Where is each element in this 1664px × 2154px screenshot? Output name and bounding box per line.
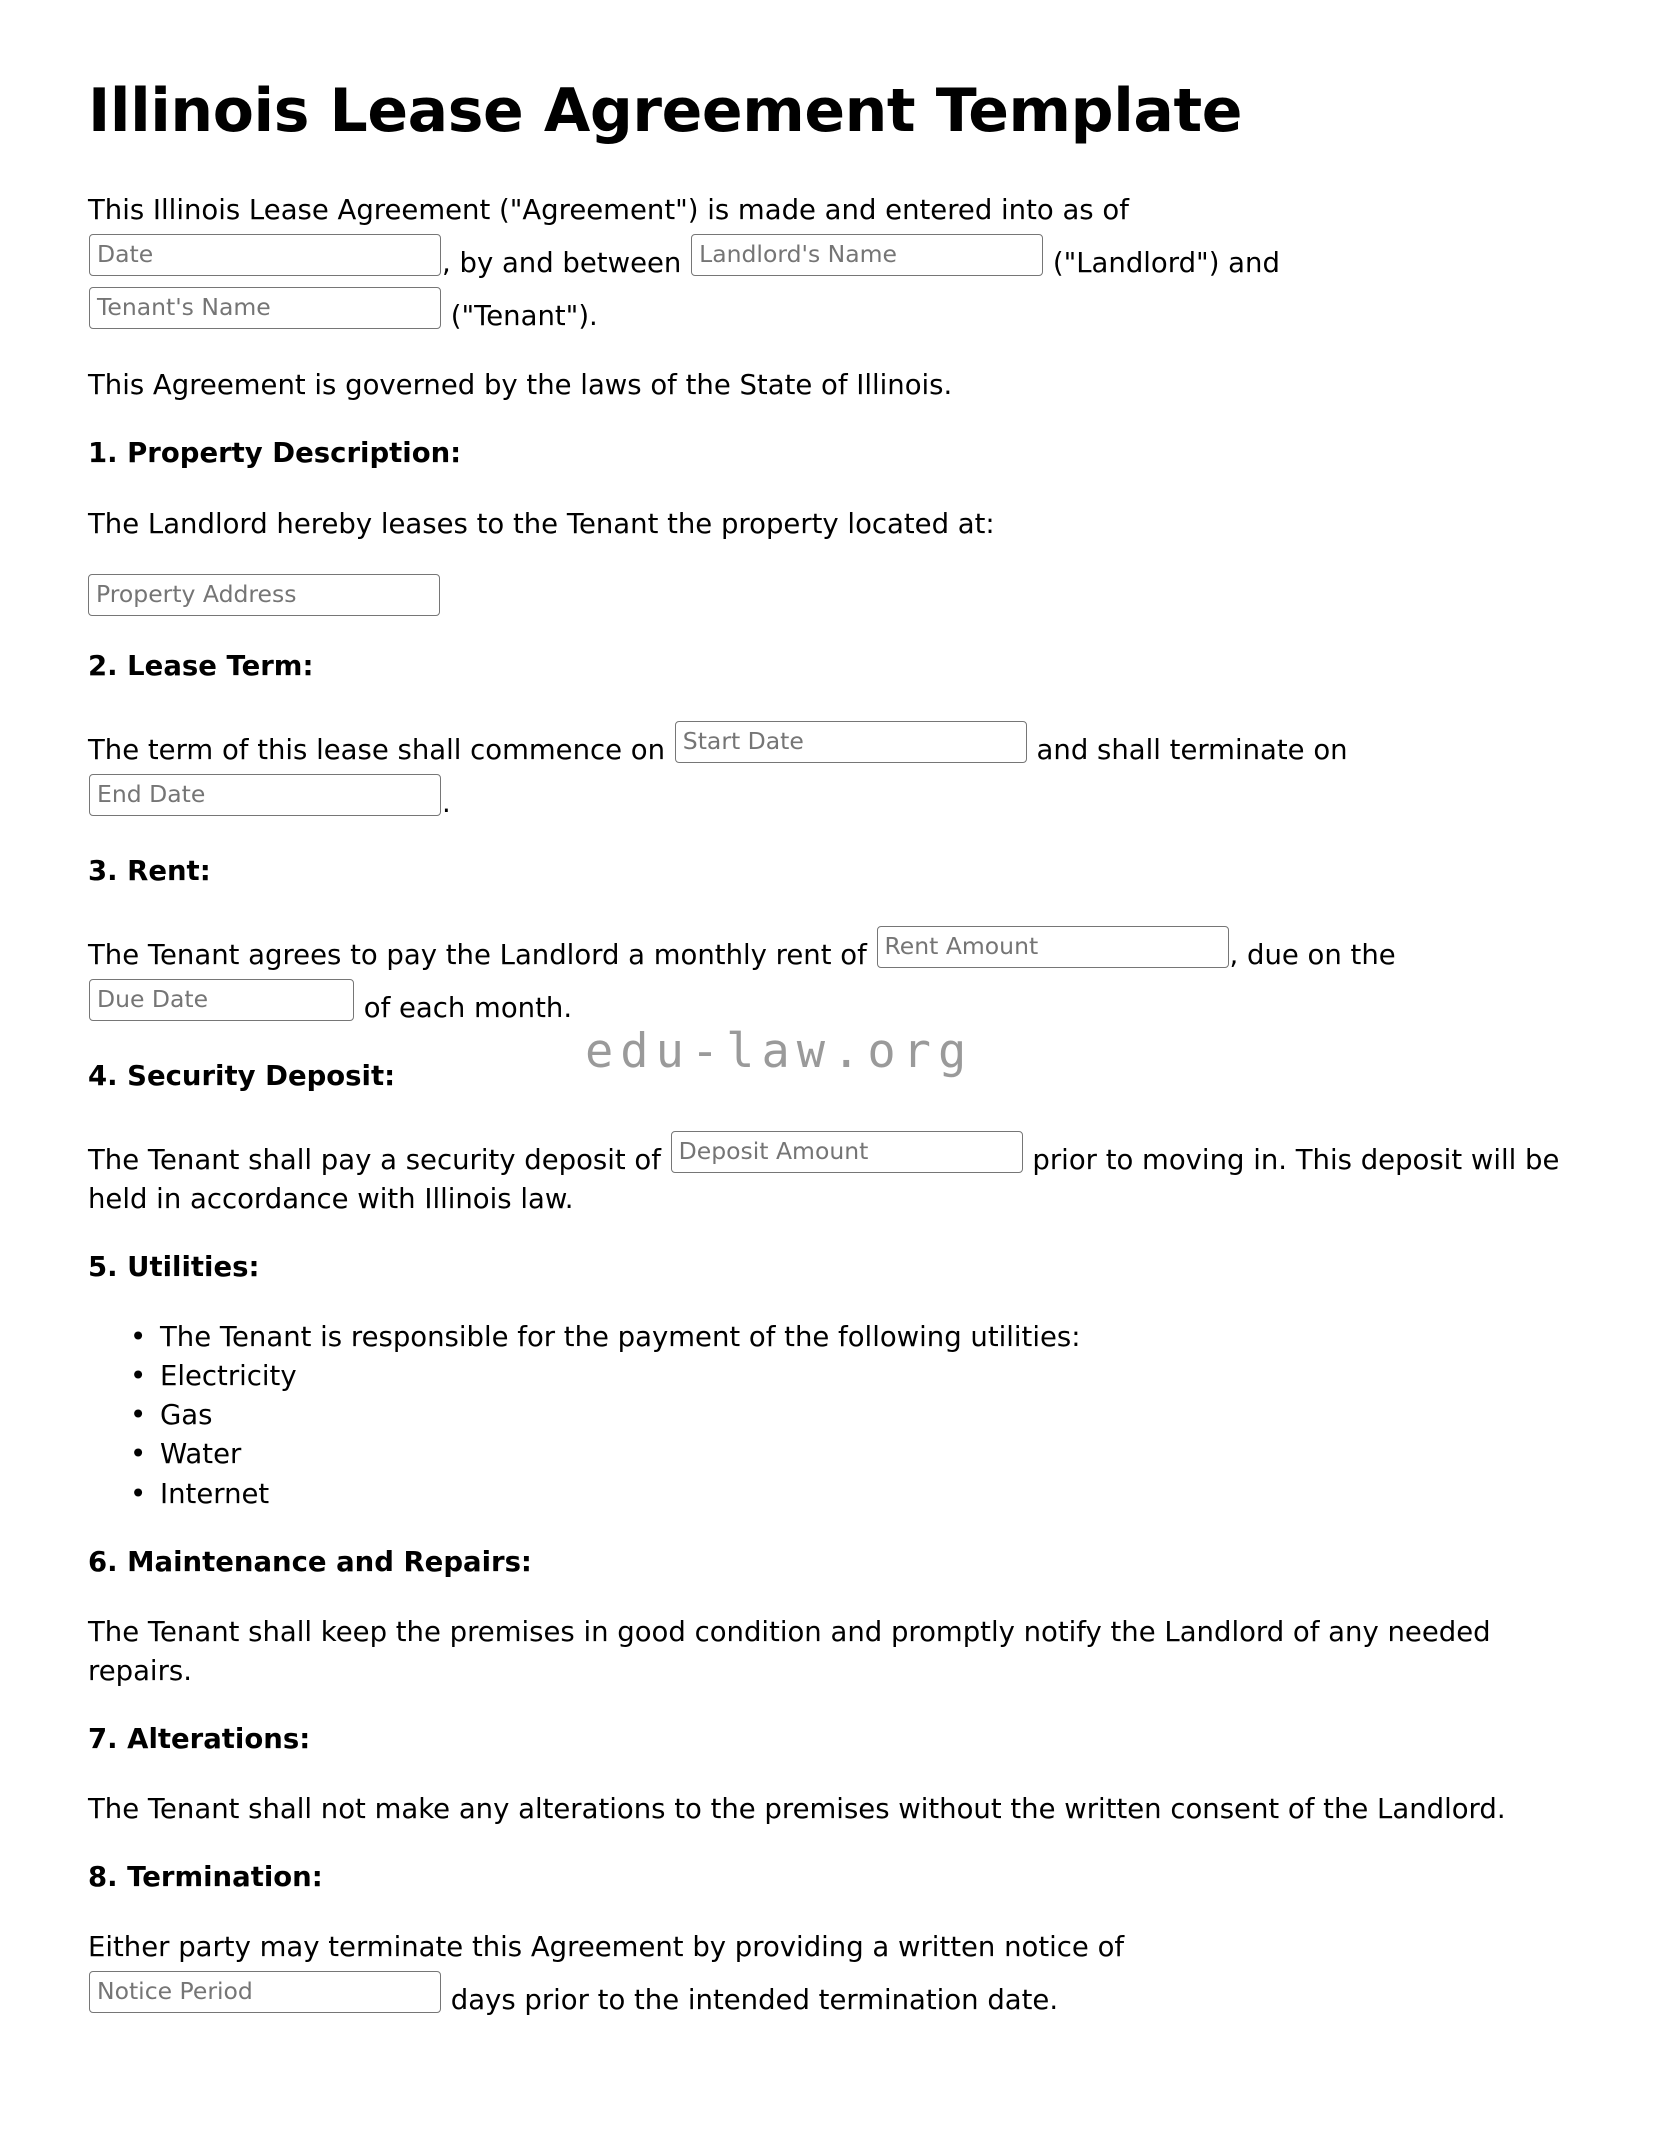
lease-term-text-before-start: The term of this lease shall commence on bbox=[88, 733, 666, 766]
lease-term-body bbox=[88, 717, 1576, 823]
governing-law-paragraph: This Agreement is governed by the laws of the State of Illinois. bbox=[88, 369, 953, 402]
list-item: • Water bbox=[160, 1435, 1576, 1474]
lease-term-text-after-end: . bbox=[442, 786, 451, 819]
start-date-input[interactable] bbox=[675, 721, 1027, 763]
rent-text-after-due: of each month. bbox=[363, 991, 573, 1024]
list-item: • Internet bbox=[160, 1475, 1576, 1514]
end-date-placeholder: End Date bbox=[97, 779, 206, 808]
property-address-placeholder: Property Address bbox=[96, 579, 297, 608]
date-input-placeholder: Date bbox=[97, 240, 154, 269]
tenant-name-placeholder: Tenant's Name bbox=[97, 293, 271, 322]
site-watermark: edu-law.org bbox=[585, 1024, 974, 1079]
property-address-input[interactable] bbox=[88, 574, 440, 616]
start-date-placeholder: Start Date bbox=[682, 726, 804, 755]
section-heading-maintenance-and-repairs: 6. Maintenance and Repairs: bbox=[88, 1545, 532, 1578]
rent-text-before-amount: The Tenant agrees to pay the Landlord a monthly rent of bbox=[88, 938, 867, 971]
landlord-name-placeholder: Landlord's Name bbox=[699, 240, 897, 269]
deposit-amount-input[interactable] bbox=[671, 1131, 1023, 1173]
rent-text-after-amount: , due on the bbox=[1229, 938, 1396, 971]
section-heading-utilities: 5. Utilities: bbox=[88, 1251, 260, 1284]
termination-text-before-notice: Either party may terminate this Agreement by providing a written notice of bbox=[88, 1931, 1125, 1964]
security-deposit-body bbox=[88, 1127, 1576, 1219]
section-heading-alterations: 7. Alterations: bbox=[88, 1722, 311, 1755]
section-heading-security-deposit: 4. Security Deposit: bbox=[88, 1059, 396, 1092]
list-item: • Gas bbox=[160, 1396, 1576, 1435]
date-input[interactable] bbox=[89, 234, 441, 276]
deposit-amount-placeholder: Deposit Amount bbox=[678, 1137, 869, 1166]
intro-after-landlord: ("Landlord") and bbox=[1052, 247, 1280, 280]
section-heading-property-description: 1. Property Description: bbox=[88, 437, 462, 470]
maintenance-body: The Tenant shall keep the premises in good condition and promptly notify the Landlord of any needed repairs. bbox=[88, 1615, 1491, 1687]
tenant-name-input[interactable] bbox=[89, 287, 441, 329]
landlord-name-input[interactable] bbox=[691, 234, 1043, 276]
section-heading-rent: 3. Rent: bbox=[88, 854, 211, 887]
property-description-body: The Landlord hereby leases to the Tenant the property located at: bbox=[88, 507, 995, 540]
intro-after-date: , by and between bbox=[442, 247, 682, 280]
section-heading-termination: 8. Termination: bbox=[88, 1860, 323, 1893]
notice-period-placeholder: Notice Period bbox=[97, 1977, 253, 2006]
rent-amount-placeholder: Rent Amount bbox=[884, 931, 1039, 960]
notice-period-input[interactable] bbox=[89, 1971, 441, 2013]
termination-body bbox=[88, 1928, 1576, 2020]
list-item: • The Tenant is responsible for the payment of the following utilities: bbox=[160, 1318, 1576, 1357]
due-date-placeholder: Due Date bbox=[97, 984, 209, 1013]
alterations-body: The Tenant shall not make any alterations to the premises without the written consent of the Landlord. bbox=[88, 1792, 1506, 1825]
list-item: • Electricity bbox=[160, 1357, 1576, 1396]
intro-after-tenant: ("Tenant"). bbox=[450, 300, 598, 333]
intro-paragraph bbox=[88, 191, 1576, 336]
termination-text-after-notice: days prior to the intended termination date. bbox=[450, 1984, 1059, 2017]
deposit-text-after: prior to moving in. This deposit will be held in accordance with Illinois law. bbox=[88, 1144, 1560, 1216]
rent-body bbox=[88, 922, 1576, 1028]
due-date-input[interactable] bbox=[89, 979, 354, 1021]
deposit-text-before: The Tenant shall pay a security deposit of bbox=[88, 1144, 661, 1177]
intro-line-1: This Illinois Lease Agreement ("Agreement") is made and entered into as of bbox=[88, 194, 1129, 227]
end-date-input[interactable] bbox=[89, 774, 441, 816]
section-heading-lease-term: 2. Lease Term: bbox=[88, 649, 314, 682]
lease-term-text-between: and shall terminate on bbox=[1036, 733, 1348, 766]
utilities-list bbox=[88, 1318, 1576, 1513]
rent-amount-input[interactable] bbox=[877, 926, 1229, 968]
page-title: Illinois Lease Agreement Template bbox=[88, 76, 1243, 146]
